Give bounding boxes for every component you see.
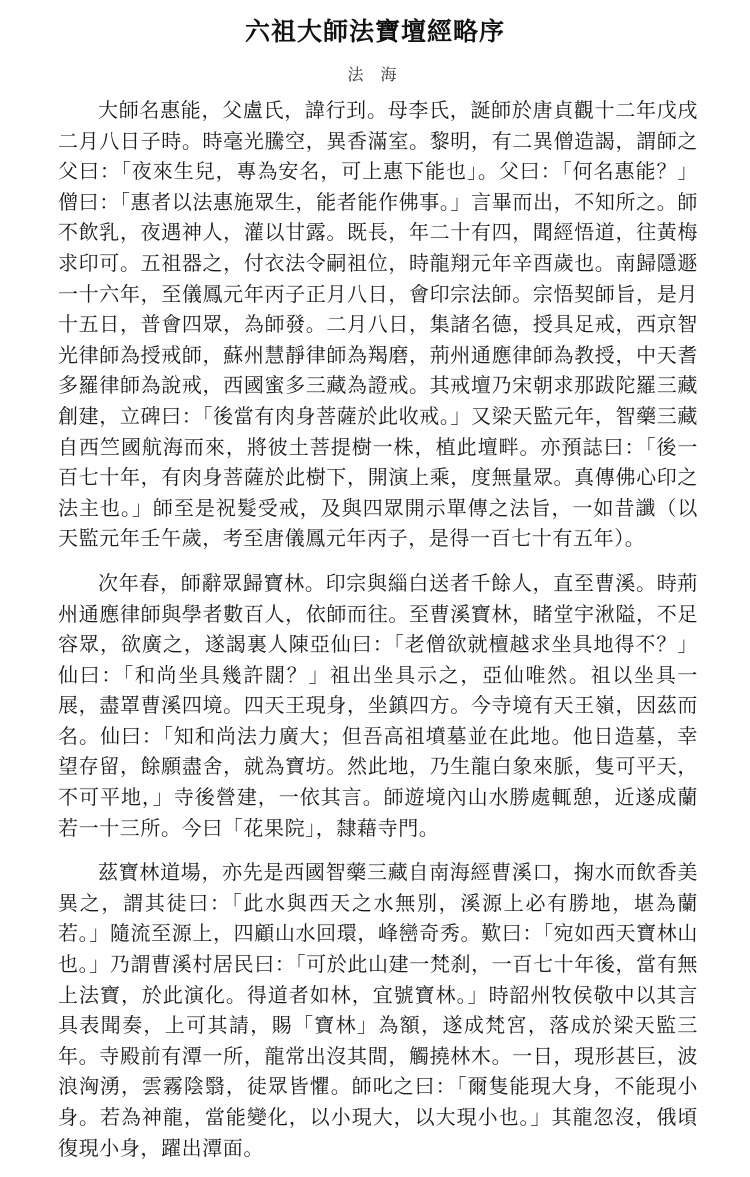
document-title: 六祖大師法寶壇經略序 bbox=[244, 17, 505, 46]
paragraph-1: 大師名惠能，父盧氏，諱行㺫。母李氏，誕師於唐貞觀十二年戊戌二月八日子時。時毫光騰空，異香滿室。黎明，有二異僧造謁，謂師之父曰：「夜來生兒，專為安名，可上惠下能也」。父曰：「何名惠能？」僧曰：「惠者以法惠施眾生，能者能作佛事。」言畢而出，不知所之。師不飲乳，夜遇神人，灌以甘露。既長，年二十有四，聞經悟道，往黃梅求印可。五祖器之，付衣法令嗣祖位，時龍翔元年辛酉歲也。南歸隱遯一十六年，至儀鳳元年丙子正月八日，會印宗法師。宗悟契師旨，是月十五日，普會四眾，為師發。二月八日，集諸名德，授具足戒，西京智光律師為授戒師，蘇州慧靜律師為羯磨，荊州通應律師為教授，中天耆多羅律師為說戒，西國蜜多三藏為證戒。其戒壇乃宋朝求那跋陀羅三藏創建，立碑曰：「後當有肉身菩薩於此收戒。」又梁天監元年，智藥三藏自西竺國航海而來，將彼土菩提樹一株，植此壇畔。亦預誌曰：「後一百七十年，有肉身菩薩於此樹下，開演上乘，度無量眾。真傳佛心印之法主也。」師至是祝髮受戒，及與四眾開示單傳之法旨，一如昔讖（以天監元年壬午歲，考至唐儀鳳元年丙子，是得一百七十有五年）。 bbox=[58, 98, 698, 551]
document-body bbox=[58, 95, 698, 1177]
document-author: 法 海 bbox=[347, 65, 403, 84]
paragraph-2: 次年春，師辭眾歸寶林。印宗與緇白送者千餘人，直至曹溪。時荊州通應律師與學者數百人，依師而往。至曹溪寶林，睹堂宇湫隘，不足容眾，欲廣之，遂謁裏人陳亞仙曰：「老僧欲就檀越求坐具地得不？」仙曰：「和尚坐具幾許闊？」祖出坐具示之，亞仙唯然。祖以坐具一展，盡罩曹溪四境。四天王現身，坐鎮四方。今寺境有天王嶺，因茲而名。仙曰：「知和尚法力廣大；但吾高祖墳墓並在此地。他日造墓，幸望存留，餘願盡舍，就為寶坊。然此地，乃生龍白象來脈，隻可平天，不可平地，」寺後營建，一依其言。師遊境內山水勝處輒憩，近遂成蘭若一十三所。今曰「花果院」，隸藉寺門。 bbox=[58, 570, 698, 840]
paragraph-3: 茲寶林道場，亦先是西國智藥三藏自南海經曹溪口，掬水而飲香美異之，謂其徒曰：「此水與西天之水無別，溪源上必有勝地，堪為蘭若。」隨流至源上，四顧山水回環，峰巒奇秀。歎曰：「宛如西天寶林山也。」乃謂曹溪村居民曰：「可於此山建一梵刹，一百七十年後，當有無上法寶，於此演化。得道者如林，宜號寶林。」時韶州牧侯敬中以其言具表聞奏，上可其請，賜「寶林」為額，遂成梵宮，落成於梁天監三年。寺殿前有潭一所，龍常出沒其間，觸撓林木。一日，現形甚巨，波浪洶湧，雲霧陰翳，徒眾皆懼。師叱之曰：「爾隻能現大身，不能現小身。若為神龍，當能變化，以小現大，以大現小也。」其龍忽沒，俄頃復現小身，躍出潭面。 bbox=[58, 860, 698, 1160]
